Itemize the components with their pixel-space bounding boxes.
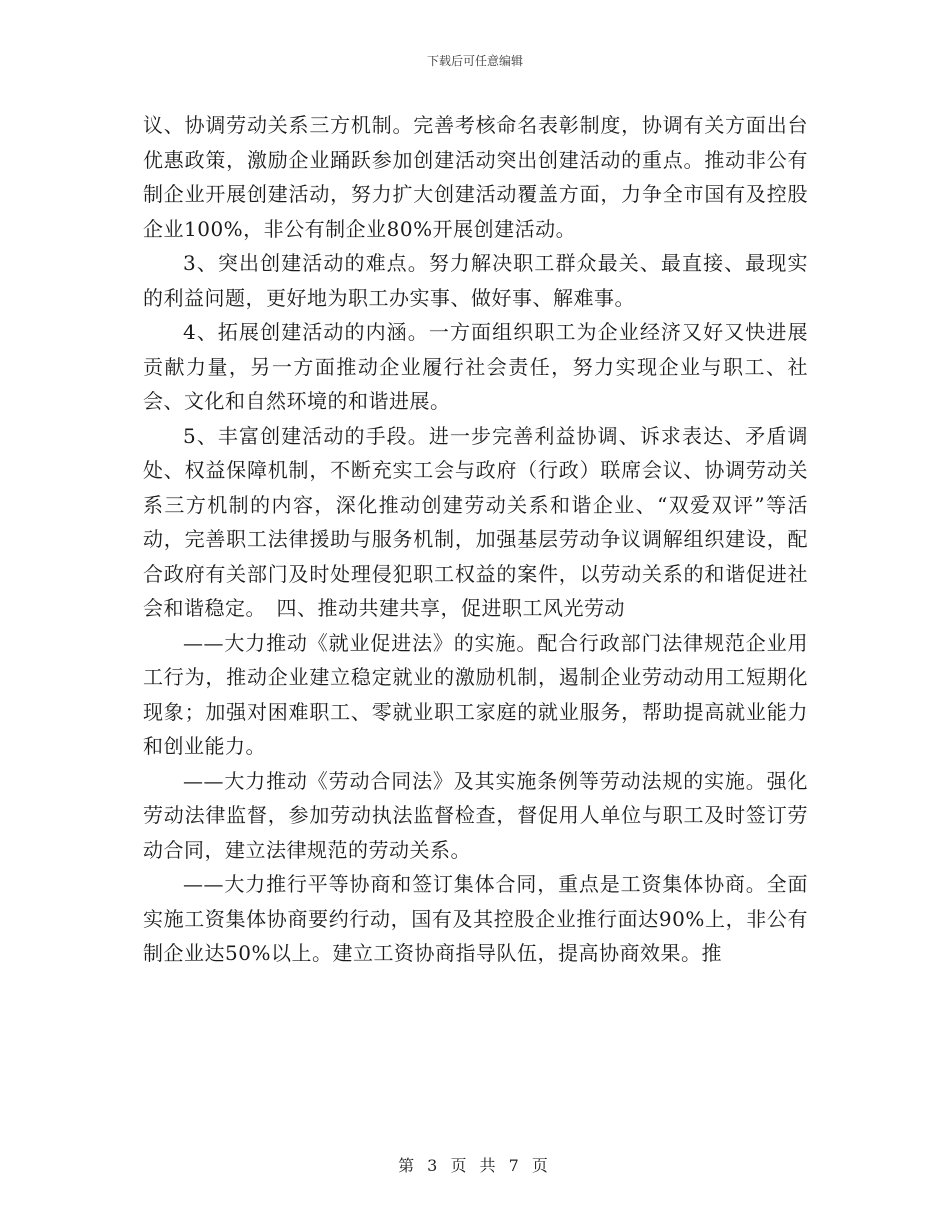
page-header: 下载后可任意编辑: [426, 54, 523, 68]
paragraph-3: 4、拓展创建活动的内涵。一方面组织职工为企业经济又好又快进展贡献力量，另一方面推动企业履行社会责任，努力实现企业与职工、社会、文化和自然环境的和谐进展。: [143, 320, 808, 413]
paragraph-6: ——大力推动《劳动合同法》及其实施条例等劳动法规的实施。强化劳动法律监督，参加劳动执法监督检查，督促用人单位与职工及时签订劳动合同，建立法律规范的劳动关系。: [143, 768, 808, 862]
paragraph-2: 3、突出创建活动的难点。努力解决职工群众最关、最直接、最现实的利益问题，更好地为职工办实事、做好事、解难事。: [143, 251, 808, 310]
paragraph-4: 5、丰富创建活动的手段。进一步完善利益协调、诉求表达、矛盾调处、权益保障机制，不断充实工会与政府（行政）联席会议、协调劳动关系三方机制的内容，深化推动创建劳动关系和谐企业、“双爱双评”等活动，完善职工法律援助与服务机制，加强基层劳动争议调解组织建设，配合政府有关部门及时处理侵犯职工权益的案件，以劳动关系的和谐促进社会和谐稳定。 四、推动共建共享，促进职工风光劳动: [143, 423, 808, 620]
paragraph-5: ——大力推动《就业促进法》的实施。配合行政部门法律规范企业用工行为，推动企业建立稳定就业的激励机制，遏制企业劳动动用工短期化现象；加强对困难职工、零就业职工家庭的就业服务，帮助提高就业能力和创业能力。: [143, 630, 808, 758]
paragraph-7: ——大力推行平等协商和签订集体合同，重点是工资集体协商。全面实施工资集体协商要约行动，国有及其控股企业推行面达90%上，非公有制企业达50%以上。建立工资协商指导队伍，提高协商效果。推: [143, 872, 808, 965]
page-number: 第 3 页 共 7 页: [398, 1156, 552, 1175]
paragraph-1: 议、协调劳动关系三方机制。完善考核命名表彰制度，协调有关方面出台优惠政策，激励企业踊跃参加创建活动突出创建活动的重点。推动非公有制企业开展创建活动，努力扩大创建活动覆盖方面，力争全市国有及控股企业100%，非公有制企业80%开展创建活动。: [143, 113, 808, 241]
document-body: [143, 108, 808, 971]
